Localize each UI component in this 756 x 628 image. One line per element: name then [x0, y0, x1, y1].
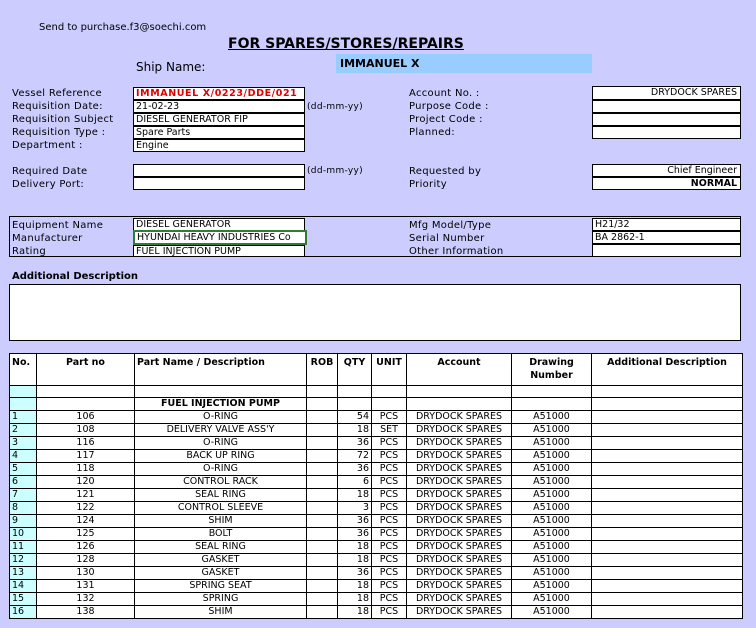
priority-field[interactable]: NORMAL	[592, 177, 741, 190]
requisition-date-label: Requisition Date:	[12, 101, 103, 112]
table-row[interactable]	[10, 489, 743, 502]
cell-part-no[interactable]: 128	[37, 554, 135, 567]
cell-account[interactable]: DRYDOCK SPARES	[407, 541, 512, 554]
col-header-part-no: Part no	[37, 354, 135, 386]
cell-qty[interactable]: 72	[338, 450, 372, 463]
cell-part-no[interactable]: 118	[37, 463, 135, 476]
cell-part-no[interactable]: 117	[37, 450, 135, 463]
cell-part-name[interactable]: SHIM	[135, 606, 307, 619]
planned-label: Planned:	[409, 127, 455, 138]
cell-qty[interactable]: 18	[338, 489, 372, 502]
table-row[interactable]	[10, 528, 743, 541]
project-code-label: Project Code :	[409, 114, 483, 125]
manufacturer-field[interactable]: HYUNDAI HEAVY INDUSTRIES Co	[133, 230, 307, 245]
other-information-label: Other Information	[409, 246, 504, 257]
cell-row-no[interactable]: 4	[10, 450, 37, 463]
cell-account[interactable]: DRYDOCK SPARES	[407, 554, 512, 567]
requisition-subject-label: Requisition Subject	[12, 114, 114, 125]
requested-by-field[interactable]: Chief Engineer	[592, 164, 741, 177]
additional-description-field[interactable]	[9, 284, 741, 341]
cell-rob[interactable]	[307, 489, 338, 502]
cell-qty[interactable]: 6	[338, 476, 372, 489]
requested-by-label: Requested by	[409, 166, 482, 177]
page-title: FOR SPARES/STORES/REPAIRS	[228, 36, 464, 52]
cell-additional-description[interactable]	[592, 411, 743, 424]
cell-rob[interactable]	[307, 554, 338, 567]
model-label: Mfg Model/Type	[409, 220, 492, 231]
cell-additional-description[interactable]	[592, 567, 743, 580]
cell-drawing-number[interactable]: A51000	[512, 541, 592, 554]
cell-rob[interactable]	[307, 502, 338, 515]
cell-drawing-number[interactable]: A51000	[512, 567, 592, 580]
cell-account[interactable]: DRYDOCK SPARES	[407, 567, 512, 580]
cell-unit[interactable]: PCS	[372, 515, 407, 528]
table-row[interactable]	[10, 424, 743, 437]
cell-qty[interactable]: 54	[338, 411, 372, 424]
cell-row-no[interactable]: 6	[10, 476, 37, 489]
account-no-field[interactable]: DRYDOCK SPARES	[592, 86, 741, 100]
cell-additional-description[interactable]	[592, 489, 743, 502]
rating-label: Rating	[12, 246, 47, 257]
cell-unit[interactable]: PCS	[372, 450, 407, 463]
cell-rob[interactable]	[307, 580, 338, 593]
cell-qty[interactable]: 18	[338, 580, 372, 593]
cell-account[interactable]: DRYDOCK SPARES	[407, 515, 512, 528]
cell-additional-description[interactable]	[592, 424, 743, 437]
manufacturer-label: Manufacturer	[12, 233, 83, 244]
cell-row-no[interactable]: 8	[10, 502, 37, 515]
cell-rob[interactable]	[307, 593, 338, 606]
col-header-rob: ROB	[307, 354, 338, 386]
cell-additional-description[interactable]	[592, 554, 743, 567]
cell-row-no[interactable]: 9	[10, 515, 37, 528]
cell-unit[interactable]: PCS	[372, 541, 407, 554]
col-header-additional-description: Additional Description	[592, 354, 743, 386]
cell-drawing-number[interactable]: A51000	[512, 476, 592, 489]
cell-part-no[interactable]: 122	[37, 502, 135, 515]
table-row[interactable]	[10, 515, 743, 528]
cell-part-name[interactable]: SPRING SEAT	[135, 580, 307, 593]
cell-account[interactable]: DRYDOCK SPARES	[407, 450, 512, 463]
other-information-field[interactable]	[592, 244, 741, 257]
account-no-label: Account No. :	[409, 88, 480, 99]
section-title: FUEL INJECTION PUMP	[135, 398, 307, 411]
table-header-row	[10, 354, 743, 386]
section-row	[10, 398, 743, 411]
cell-unit[interactable]: PCS	[372, 593, 407, 606]
cell-qty[interactable]: 36	[338, 437, 372, 450]
cell-rob[interactable]	[307, 567, 338, 580]
delivery-port-label: Delivery Port:	[12, 179, 85, 190]
model-field[interactable]: H21/32	[592, 218, 741, 231]
table-row[interactable]	[10, 437, 743, 450]
requisition-date-format-hint: (dd-mm-yy)	[307, 102, 363, 112]
cell-part-name[interactable]: BACK UP RING	[135, 450, 307, 463]
cell-additional-description[interactable]	[592, 437, 743, 450]
col-header-drawing-number: Drawing Number	[512, 354, 592, 386]
table-row[interactable]	[10, 541, 743, 554]
cell-part-no[interactable]: 124	[37, 515, 135, 528]
requisition-type-label: Requisition Type :	[12, 127, 106, 138]
cell-part-name[interactable]: O-RING	[135, 463, 307, 476]
serial-number-field[interactable]: BA 2862-1	[592, 231, 741, 244]
cell-rob[interactable]	[307, 476, 338, 489]
cell-account[interactable]: DRYDOCK SPARES	[407, 606, 512, 619]
cell-additional-description[interactable]	[592, 515, 743, 528]
cell-unit[interactable]: PCS	[372, 580, 407, 593]
required-date-field[interactable]	[133, 164, 305, 177]
table-row[interactable]	[10, 411, 743, 424]
cell-part-no[interactable]: 121	[37, 489, 135, 502]
cell-part-name[interactable]: CONTROL SLEEVE	[135, 502, 307, 515]
purpose-code-label: Purpose Code :	[409, 101, 489, 112]
cell-part-name[interactable]: SEAL RING	[135, 489, 307, 502]
cell-part-no[interactable]: 120	[37, 476, 135, 489]
table-row[interactable]	[10, 476, 743, 489]
cell-part-name[interactable]: SPRING	[135, 593, 307, 606]
cell-row-no[interactable]: 12	[10, 554, 37, 567]
department-label: Department :	[12, 140, 83, 151]
required-date-label: Required Date	[12, 166, 88, 177]
parts-table	[9, 353, 743, 619]
requisition-type-field[interactable]: Spare Parts	[133, 126, 305, 139]
department-field[interactable]: Engine	[133, 139, 305, 152]
table-row[interactable]	[10, 450, 743, 463]
project-code-field[interactable]	[592, 113, 741, 126]
ship-name-field[interactable]: IMMANUEL X	[336, 54, 592, 73]
cell-unit[interactable]: PCS	[372, 567, 407, 580]
cell-part-no[interactable]: 106	[37, 411, 135, 424]
cell-rob[interactable]	[307, 541, 338, 554]
cell-drawing-number[interactable]: A51000	[512, 580, 592, 593]
required-date-format-hint: (dd-mm-yy)	[307, 166, 363, 176]
cell-drawing-number[interactable]: A51000	[512, 554, 592, 567]
cell-account[interactable]: DRYDOCK SPARES	[407, 502, 512, 515]
cell-account[interactable]: DRYDOCK SPARES	[407, 437, 512, 450]
cell-additional-description[interactable]	[592, 606, 743, 619]
table-row[interactable]	[10, 502, 743, 515]
cell-row-no[interactable]: 13	[10, 567, 37, 580]
vessel-reference-label: Vessel Reference	[12, 88, 102, 99]
cell-drawing-number[interactable]: A51000	[512, 606, 592, 619]
cell-part-no[interactable]: 125	[37, 528, 135, 541]
cell-additional-description[interactable]	[592, 593, 743, 606]
cell-drawing-number[interactable]: A51000	[512, 450, 592, 463]
cell-row-no[interactable]: 14	[10, 580, 37, 593]
delivery-port-field[interactable]	[133, 177, 305, 190]
cell-qty[interactable]: 36	[338, 528, 372, 541]
vessel-reference-field[interactable]: IMMANUEL X/0223/DDE/021	[133, 87, 305, 100]
cell-rob[interactable]	[307, 437, 338, 450]
cell-part-name[interactable]: GASKET	[135, 567, 307, 580]
cell-row-no[interactable]: 10	[10, 528, 37, 541]
cell-additional-description[interactable]	[592, 450, 743, 463]
cell-additional-description[interactable]	[592, 528, 743, 541]
cell-additional-description[interactable]	[592, 580, 743, 593]
cell-unit[interactable]: PCS	[372, 554, 407, 567]
cell-qty[interactable]: 36	[338, 515, 372, 528]
cell-drawing-number[interactable]: A51000	[512, 502, 592, 515]
cell-qty[interactable]: 18	[338, 554, 372, 567]
cell-qty[interactable]: 36	[338, 567, 372, 580]
cell-rob[interactable]	[307, 606, 338, 619]
cell-account[interactable]: DRYDOCK SPARES	[407, 489, 512, 502]
cell-row-no[interactable]: 5	[10, 463, 37, 476]
cell-qty[interactable]: 3	[338, 502, 372, 515]
cell-part-name[interactable]: CONTROL RACK	[135, 476, 307, 489]
cell-part-name[interactable]: SHIM	[135, 515, 307, 528]
cell-row-no[interactable]: 15	[10, 593, 37, 606]
col-header-no: No.	[10, 354, 37, 386]
col-header-unit: UNIT	[372, 354, 407, 386]
cell-part-name[interactable]: O-RING	[135, 411, 307, 424]
table-row[interactable]	[10, 567, 743, 580]
cell-drawing-number[interactable]: A51000	[512, 424, 592, 437]
cell-rob[interactable]	[307, 424, 338, 437]
cell-drawing-number[interactable]: A51000	[512, 489, 592, 502]
cell-unit[interactable]: PCS	[372, 463, 407, 476]
cell-part-no[interactable]: 132	[37, 593, 135, 606]
send-to-text: Send to purchase.f3@soechi.com	[39, 22, 207, 33]
cell-account[interactable]: DRYDOCK SPARES	[407, 593, 512, 606]
table-row[interactable]	[10, 554, 743, 567]
cell-qty[interactable]: 18	[338, 424, 372, 437]
cell-drawing-number[interactable]: A51000	[512, 528, 592, 541]
cell-account[interactable]: DRYDOCK SPARES	[407, 528, 512, 541]
cell-rob[interactable]	[307, 515, 338, 528]
spacer-row	[10, 386, 743, 398]
rating-field[interactable]: FUEL INJECTION PUMP	[133, 245, 305, 257]
cell-qty[interactable]: 18	[338, 593, 372, 606]
col-header-account: Account	[407, 354, 512, 386]
cell-drawing-number[interactable]: A51000	[512, 411, 592, 424]
cell-part-no[interactable]: 130	[37, 567, 135, 580]
cell-qty[interactable]: 18	[338, 606, 372, 619]
cell-row-no[interactable]: 16	[10, 606, 37, 619]
equipment-name-field[interactable]: DIESEL GENERATOR	[133, 218, 305, 231]
cell-qty[interactable]: 18	[338, 541, 372, 554]
planned-field[interactable]	[592, 126, 741, 139]
table-row[interactable]	[10, 463, 743, 476]
priority-label: Priority	[409, 179, 447, 190]
cell-part-name[interactable]: BOLT	[135, 528, 307, 541]
cell-row-no[interactable]: 3	[10, 437, 37, 450]
cell-unit[interactable]: PCS	[372, 502, 407, 515]
cell-row-no[interactable]: 1	[10, 411, 37, 424]
table-row[interactable]	[10, 606, 743, 619]
cell-unit[interactable]: PCS	[372, 606, 407, 619]
cell-drawing-number[interactable]: A51000	[512, 515, 592, 528]
cell-part-name[interactable]: GASKET	[135, 554, 307, 567]
cell-part-name[interactable]: O-RING	[135, 437, 307, 450]
cell-account[interactable]: DRYDOCK SPARES	[407, 580, 512, 593]
purpose-code-field[interactable]	[592, 100, 741, 113]
cell-part-name[interactable]: DELIVERY VALVE ASS'Y	[135, 424, 307, 437]
col-header-qty: QTY	[338, 354, 372, 386]
cell-row-no[interactable]: 7	[10, 489, 37, 502]
cell-row-no[interactable]: 2	[10, 424, 37, 437]
parts-table-body	[10, 386, 743, 619]
cell-unit[interactable]: PCS	[372, 528, 407, 541]
table-row[interactable]	[10, 593, 743, 606]
cell-rob[interactable]	[307, 528, 338, 541]
cell-unit[interactable]: PCS	[372, 489, 407, 502]
cell-unit[interactable]: PCS	[372, 437, 407, 450]
cell-additional-description[interactable]	[592, 463, 743, 476]
cell-rob[interactable]	[307, 450, 338, 463]
cell-rob[interactable]	[307, 411, 338, 424]
cell-additional-description[interactable]	[592, 476, 743, 489]
equipment-name-label: Equipment Name	[12, 220, 104, 231]
serial-number-label: Serial Number	[409, 233, 485, 244]
ship-name-label: Ship Name:	[136, 60, 206, 74]
cell-part-no[interactable]: 126	[37, 541, 135, 554]
cell-rob[interactable]	[307, 463, 338, 476]
cell-additional-description[interactable]	[592, 502, 743, 515]
requisition-subject-field[interactable]: DIESEL GENERATOR FIP	[133, 113, 305, 126]
cell-drawing-number[interactable]: A51000	[512, 437, 592, 450]
cell-unit[interactable]: PCS	[372, 476, 407, 489]
cell-unit[interactable]: PCS	[372, 411, 407, 424]
cell-part-no[interactable]: 131	[37, 580, 135, 593]
col-header-part-name: Part Name / Description	[135, 354, 307, 386]
requisition-date-field[interactable]: 21-02-23	[133, 100, 305, 113]
additional-description-label: Additional Description	[12, 271, 139, 282]
table-row[interactable]	[10, 580, 743, 593]
cell-account[interactable]: DRYDOCK SPARES	[407, 476, 512, 489]
cell-part-no[interactable]: 108	[37, 424, 135, 437]
cell-additional-description[interactable]	[592, 541, 743, 554]
cell-account[interactable]: DRYDOCK SPARES	[407, 411, 512, 424]
cell-account[interactable]: DRYDOCK SPARES	[407, 463, 512, 476]
cell-drawing-number[interactable]: A51000	[512, 593, 592, 606]
cell-qty[interactable]: 36	[338, 463, 372, 476]
cell-drawing-number[interactable]: A51000	[512, 463, 592, 476]
cell-part-no[interactable]: 116	[37, 437, 135, 450]
cell-part-no[interactable]: 138	[37, 606, 135, 619]
cell-part-name[interactable]: SEAL RING	[135, 541, 307, 554]
cell-row-no[interactable]: 11	[10, 541, 37, 554]
cell-unit[interactable]: SET	[372, 424, 407, 437]
cell-account[interactable]: DRYDOCK SPARES	[407, 424, 512, 437]
